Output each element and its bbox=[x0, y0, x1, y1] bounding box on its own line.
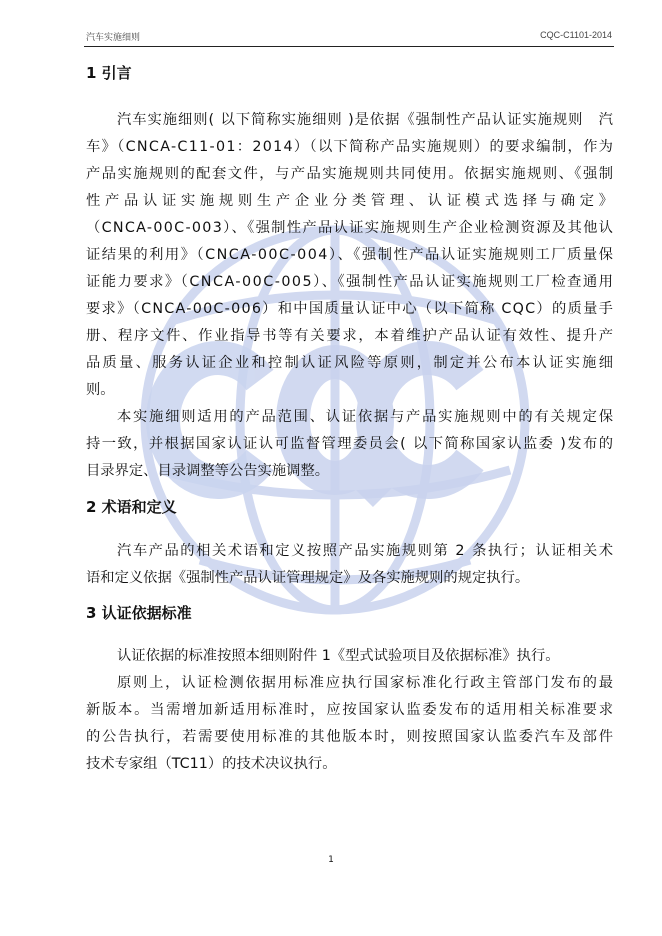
body-line: 认证依据的标准按照本细则附件 1《型式试验项目及依据标准》执行。 bbox=[117, 648, 560, 664]
body-line: 的公告执行，若需要使用标准的其他版本时，则按照国家认监委汽车及部件 bbox=[86, 729, 615, 745]
body-line: 目录界定、目录调整等公告实施调整。 bbox=[86, 463, 330, 479]
body-line: 新版本。当需增加新适用标准时，应按国家认监委发布的适用相关标准要求 bbox=[86, 702, 615, 718]
body-line: 原则上，认证检测依据用标准应执行国家标准化行政主管部门发布的最 bbox=[117, 675, 615, 691]
body-line: 则。 bbox=[86, 382, 115, 398]
body-line: （CNCA-00C-003）、《强制性产品认证实施规则生产企业检测资源及其他认 bbox=[86, 220, 615, 236]
body-line: 语和定义依据《强制性产品认证管理规定》及各实施规则的规定执行。 bbox=[86, 570, 530, 586]
header-rule bbox=[84, 46, 614, 47]
body-line: 持一致，并根据国家认证认可监督管理委员会( 以下简称国家认监委 )发布的 bbox=[86, 436, 615, 452]
body-line: 汽车实施细则( 以下简称实施细则 )是依据《强制性产品认证实施规则 汽 bbox=[117, 112, 614, 128]
body-line: 品质量、服务认证企业和控制认证风险等原则，制定并公布本认证实施细 bbox=[86, 355, 616, 371]
section-heading-3: 3 认证依据标准 bbox=[86, 604, 192, 622]
page-number: 1 bbox=[328, 855, 334, 865]
section-heading-2: 2 术语和定义 bbox=[86, 498, 177, 516]
header-doc-title: 汽车实施细则 bbox=[86, 32, 141, 42]
body-line: 产品实施规则的配套文件，与产品实施规则共同使用。依据实施规则、《强制 bbox=[86, 166, 615, 182]
body-line: 性产品认证实施规则生产企业分类管理、认证模式选择与确定》 bbox=[86, 193, 618, 209]
body-line: 本实施细则适用的产品范围、认证依据与产品实施规则中的有关规定保 bbox=[117, 409, 615, 425]
body-line: 证结果的利用》（CNCA-00C-004）、《强制性产品认证实施规则工厂质量保 bbox=[86, 247, 615, 263]
header-doc-code: CQC-C1101-2014 bbox=[540, 30, 612, 40]
section-heading-1: 1 引言 bbox=[86, 64, 132, 82]
body-line: 车》（CNCA-C11-01：2014）（以下简称产品实施规则）的要求编制，作为 bbox=[86, 139, 615, 155]
body-line: 要求》（CNCA-00C-006）和中国质量认证中心（以下简称 CQC）的质量手 bbox=[86, 301, 615, 317]
body-line: 证能力要求》（CNCA-00C-005）、《强制性产品认证实施规则工厂检查通用 bbox=[86, 274, 615, 290]
body-line: 册、程序文件、作业指导书等有关要求，本着维护产品认证有效性、提升产 bbox=[86, 328, 615, 344]
body-line: 技术专家组（TC11）的技术决议执行。 bbox=[86, 756, 337, 772]
body-line: 汽车产品的相关术语和定义按照产品实施规则第 2 条执行；认证相关术 bbox=[117, 543, 615, 559]
